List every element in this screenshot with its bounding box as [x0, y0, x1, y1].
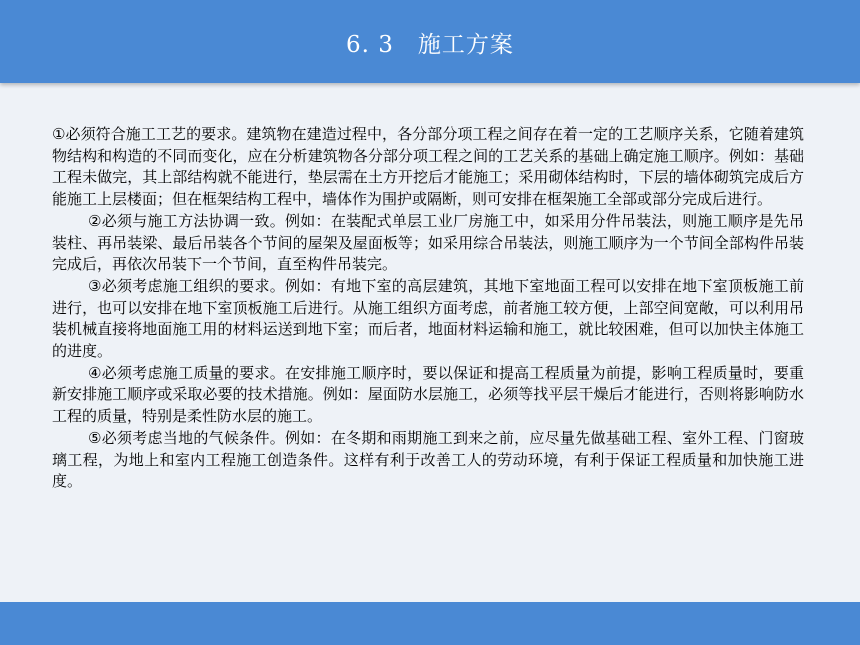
header-bar: [0, 0, 860, 83]
paragraph-4: ④必须考虑施工质量的要求。在安排施工顺序时，要以保证和提高工程质量为前提，影响工程质量时，要重新安排施工顺序或采取必要的技术措施。例如：屋面防水层施工，必须等找平层干燥后才能进行，否则将影响防水工程的质量，特别是柔性防水层的施工。: [52, 363, 804, 426]
paragraph-3: ③必须考虑施工组织的要求。例如：有地下室的高层建筑，其地下室地面工程可以安排在地下室顶板施工前进行，也可以安排在地下室顶板施工后进行。从施工组织方面考虑，前者施工较方便，上部空间宽敞，可以利用吊装机械直接将地面施工用的材料运送到地下室；而后者，地面材料运输和施工，就比较困难，但可以加快主体施工的进度。: [52, 276, 804, 361]
footer-bar: [0, 602, 860, 645]
paragraph-2: ②必须与施工方法协调一致。例如：在装配式单层工业厂房施工中，如采用分件吊装法，则施工顺序是先吊装柱、再吊装梁、最后吊装各个节间的屋架及屋面板等；如采用综合吊装法，则施工顺序为一个节间全部构件吊装完成后，再依次吊装下一个节间，直至构件吊装完。: [52, 211, 804, 274]
slide-title: 6. 3 施工方案: [346, 32, 514, 58]
slide-content: [52, 124, 804, 493]
paragraph-5: ⑤必须考虑当地的气候条件。例如：在冬期和雨期施工到来之前，应尽量先做基础工程、室外工程、门窗玻璃工程，为地上和室内工程施工创造条件。这样有利于改善工人的劳动环境，有利于保证工程质量和加快施工进度。: [52, 428, 804, 491]
paragraph-1: ①必须符合施工工艺的要求。建筑物在建造过程中，各分部分项工程之间存在着一定的工艺顺序关系，它随着建筑物结构和构造的不同而变化，应在分析建筑物各分部分项工程之间的工艺关系的基础上确定施工顺序。例如：基础工程未做完，其上部结构就不能进行，垫层需在土方开挖后才能施工；采用砌体结构时，下层的墙体砌筑完成后方能施工上层楼面；但在框架结构工程中，墙体作为围护或隔断，则可安排在框架施工全部或部分完成后进行。: [52, 125, 804, 209]
